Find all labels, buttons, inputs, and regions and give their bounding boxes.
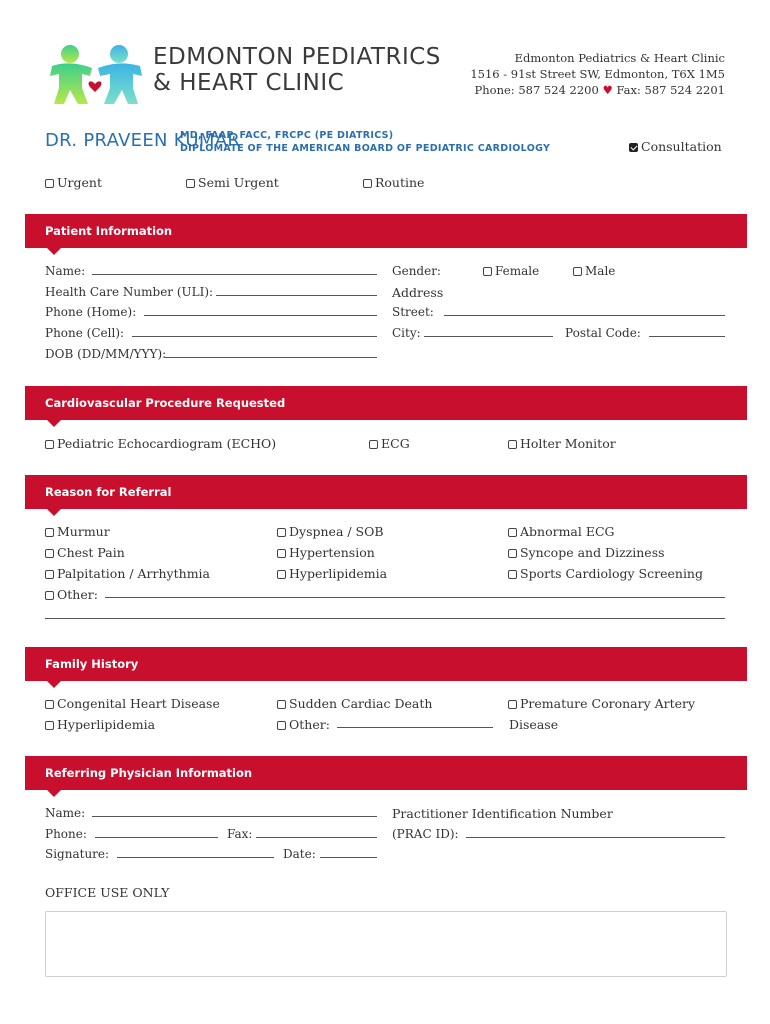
urgency-semi-urgent[interactable] [186,175,279,190]
reason-hyperlipidemia[interactable] [277,566,387,581]
doctor-name: DR. PRAVEEN KUMAR [45,130,241,151]
holter-label: Holter Monitor [520,436,616,451]
reason-label: Syncope and Dizziness [520,545,665,560]
reason-syncope[interactable] [508,545,665,560]
physician-date-label: Date: [283,847,316,861]
family-congenital[interactable] [45,696,220,711]
credentials-line: MD, FAAP, FACC, FRCPC (PE DIATRICS) [180,130,394,141]
checkbox[interactable] [277,549,286,558]
family-other-field[interactable] [337,727,493,728]
patient-phone-cell-field[interactable] [132,336,377,337]
procedure-echo-option[interactable] [45,436,276,451]
checkbox[interactable] [45,528,54,537]
physician-name-label: Name: [45,806,86,820]
physician-signature-field[interactable] [117,857,274,858]
clinic-phone-fax [470,82,725,98]
patient-address-heading: Address [392,285,444,300]
ecg-checkbox[interactable] [369,440,378,449]
office-use-box[interactable] [45,911,727,977]
family-label: Premature Coronary Artery [520,696,696,711]
clinic-contact [470,50,725,98]
reason-other-field[interactable] [105,597,725,598]
gender-male-option[interactable] [573,264,615,278]
section-family-history [25,647,747,681]
logo-line-2: & HEART CLINIC [153,70,345,96]
male-checkbox[interactable] [573,267,582,276]
reason-other[interactable] [45,587,98,602]
clinic-logo [46,44,146,106]
reason-hypertension[interactable] [277,545,375,560]
reason-sports-screening[interactable] [508,566,703,581]
ecg-label: ECG [381,436,410,451]
reason-label: Chest Pain [57,545,125,560]
patient-street-field[interactable] [444,315,725,316]
consultation-checkbox[interactable] [629,143,638,152]
echo-label: Pediatric Echocardiogram (ECHO) [57,436,277,451]
female-label: Female [495,264,540,278]
reason-other-field-line2[interactable] [45,618,725,619]
logo-line-1: EDMONTON PEDIATRICS [153,44,441,70]
patient-phone-home-field[interactable] [144,315,377,316]
clinic-phone: Phone: 587 524 2200 [474,83,599,97]
reason-label: Abnormal ECG [520,524,615,539]
reason-label: Hypertension [289,545,375,560]
physician-date-field[interactable] [320,857,377,858]
female-checkbox[interactable] [483,267,492,276]
family-premature-cad-line2: Disease [509,717,559,732]
checkbox[interactable] [277,528,286,537]
patient-dob-field[interactable] [165,357,377,358]
patient-city-field[interactable] [424,336,553,337]
physician-name-field[interactable] [92,816,377,817]
family-label: Other: [289,717,330,732]
semi-urgent-checkbox[interactable] [186,179,195,188]
urgency-urgent[interactable] [45,175,102,190]
prac-id-label: (PRAC ID): [392,827,459,841]
patient-postal-field[interactable] [649,336,725,337]
prac-id-field[interactable] [466,837,725,838]
physician-signature-label: Signature: [45,847,110,861]
section-title: Reason for Referral [45,485,172,499]
section-title: Patient Information [45,224,173,238]
routine-checkbox[interactable] [363,179,372,188]
checkbox[interactable] [45,721,54,730]
patient-city-label: City: [392,326,421,340]
physician-fax-field[interactable] [256,837,377,838]
checkbox[interactable] [508,570,517,579]
consultation-label: Consultation [641,139,722,154]
checkbox[interactable] [45,570,54,579]
patient-name-field[interactable] [92,274,377,275]
reason-label: Palpitation / Arrhythmia [57,566,210,581]
section-procedure-requested [25,386,747,420]
checkbox[interactable] [508,528,517,537]
reason-label: Murmur [57,524,110,539]
patient-name-label: Name: [45,264,86,278]
reason-label: Other: [57,587,98,602]
section-patient-information [25,214,747,248]
checkbox[interactable] [277,700,286,709]
prac-id-heading: Practitioner Identification Number [392,806,613,821]
reason-dyspnea[interactable] [277,524,384,539]
checkbox[interactable] [45,591,54,600]
family-hyperlipidemia[interactable] [45,717,155,732]
office-use-label: OFFICE USE ONLY [45,885,170,900]
physician-phone-label: Phone: [45,827,87,841]
checkbox[interactable] [45,549,54,558]
family-premature-cad[interactable] [508,696,695,711]
checkbox[interactable] [277,570,286,579]
patient-phone-cell-label: Phone (Cell): [45,326,125,340]
urgency-routine[interactable] [363,175,424,190]
routine-label: Routine [375,175,425,190]
family-other[interactable] [277,717,330,732]
checkbox[interactable] [508,700,517,709]
patient-gender-label: Gender: [392,264,441,278]
semi-urgent-label: Semi Urgent [198,175,279,190]
family-sudden-death[interactable] [277,696,432,711]
male-label: Male [585,264,616,278]
procedure-ecg-option[interactable] [369,436,410,451]
section-reason-for-referral [25,475,747,509]
heart-icon: ♥ [602,83,613,97]
physician-phone-field[interactable] [95,837,218,838]
gender-female-option[interactable] [483,264,539,278]
procedure-holter-option[interactable] [508,436,616,451]
clinic-address-name: Edmonton Pediatrics & Heart Clinic [514,51,725,65]
physician-fax-label: Fax: [227,827,253,841]
section-title: Cardiovascular Procedure Requested [45,396,286,410]
urgent-label: Urgent [57,175,102,190]
reason-palpitation[interactable] [45,566,210,581]
section-title: Family History [45,657,139,671]
clinic-address-street: 1516 - 91st Street SW, Edmonton, T6X 1M5 [470,67,725,81]
section-title: Referring Physician Information [45,766,253,780]
clinic-logo-text [153,44,441,96]
doctor-credentials [180,129,550,155]
reason-label: Dyspnea / SOB [289,524,384,539]
clinic-fax: Fax: 587 524 2201 [616,83,725,97]
echo-checkbox[interactable] [45,440,54,449]
diplomate-line: DIPLOMATE OF THE AMERICAN BOARD OF PEDIATRIC CARDIOLOGY [180,143,551,154]
patient-hcn-label: Health Care Number (ULI): [45,285,214,299]
patient-hcn-field[interactable] [216,295,377,296]
checkbox[interactable] [45,700,54,709]
family-label: Hyperlipidemia [57,717,156,732]
reason-chest-pain[interactable] [45,545,125,560]
family-label: Sudden Cardiac Death [289,696,433,711]
section-referring-physician [25,756,747,790]
checkbox[interactable] [508,549,517,558]
family-label: Congenital Heart Disease [57,696,220,711]
patient-phone-home-label: Phone (Home): [45,305,137,319]
patient-postal-label: Postal Code: [565,326,641,340]
checkbox[interactable] [277,721,286,730]
reason-label: Sports Cardiology Screening [520,566,703,581]
patient-dob-label: DOB (DD/MM/YYY): [45,347,167,361]
patient-street-label: Street: [392,305,434,319]
urgent-checkbox[interactable] [45,179,54,188]
reason-label: Hyperlipidemia [289,566,388,581]
reason-abnormal-ecg[interactable] [508,524,615,539]
consultation-option[interactable] [629,139,722,154]
holter-checkbox[interactable] [508,440,517,449]
reason-murmur[interactable] [45,524,110,539]
